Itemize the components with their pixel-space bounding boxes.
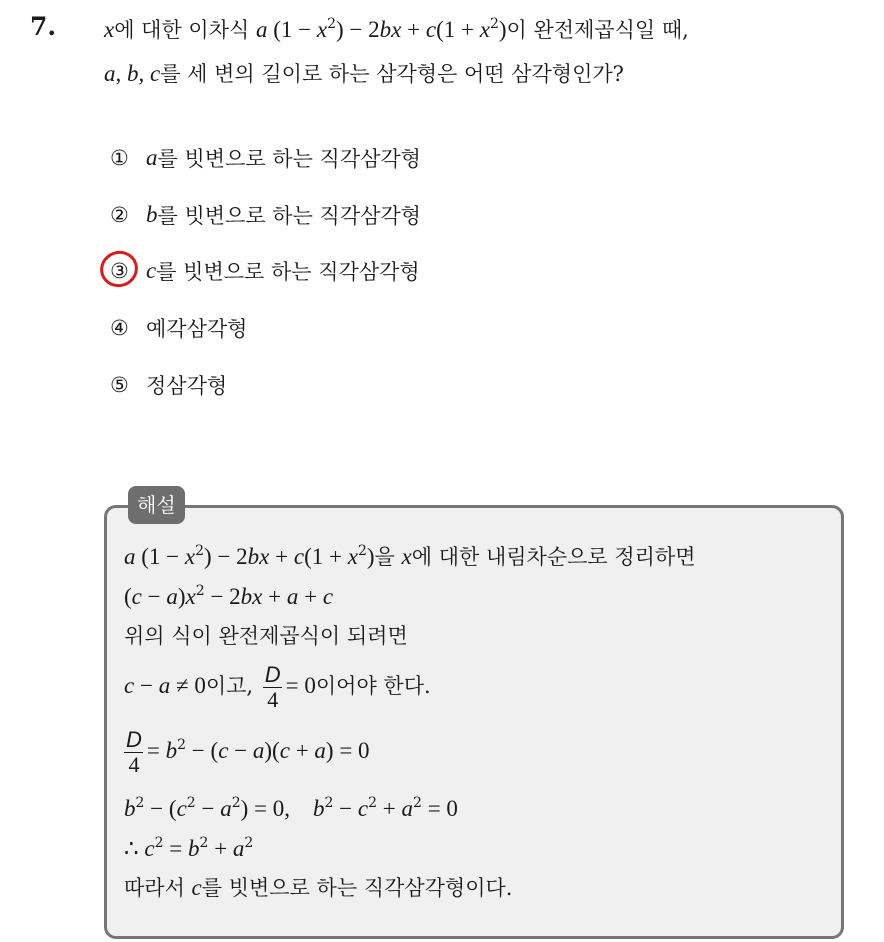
choice-1[interactable] (110, 143, 421, 173)
solution-line-3: 위의 식이 완전제곱식이 되려면 (124, 624, 408, 648)
solution-line-4: c − a ≠ 0이고, $\frac{D}{4}$ = 0이어야 한다. (124, 662, 431, 712)
solution-line-2: $(c - a)x^2 - 2bx + a + c$ (124, 583, 334, 609)
choice-text: 예각삼각형 (146, 317, 248, 341)
choice-text: 를 빗변으로 하는 직각삼각형 (157, 204, 421, 228)
solution-text: 이어야 한다. (315, 674, 431, 698)
choice-number: ④ (110, 316, 129, 340)
solution-text: 를 빗변으로 하는 직각삼각형이다. (201, 876, 513, 900)
solution-line-8: 따라서 c를 빗변으로 하는 직각삼각형이다. (124, 875, 513, 900)
choice-5[interactable] (110, 370, 227, 400)
choice-number: ② (110, 203, 129, 227)
choice-text: 를 빗변으로 하는 직각삼각형 (156, 260, 420, 284)
choice-var: b (146, 202, 158, 227)
choice-number: ⑤ (110, 373, 129, 397)
choice-2[interactable] (110, 200, 421, 230)
solution-text: 따라서 (124, 876, 185, 900)
question-line-1: x에 대한 이차식 a $(1 - x^2) - 2bx + c(1 + x^2)$이 완전제곱식일 때, (104, 16, 689, 42)
question-text-1: 에 대한 이차식 (114, 18, 250, 42)
choice-var: c (146, 258, 157, 283)
question-number: 7. (30, 12, 57, 41)
question-text-3: 를 세 변의 길이로 하는 삼각형은 어떤 삼각형인가? (160, 62, 624, 86)
solution-text: 이고, (205, 674, 254, 698)
choice-number: ① (110, 146, 129, 170)
solution-line-7: ∴ $c^2 = b^2 + a^2$ (124, 835, 254, 861)
solution-tag: 해설 (128, 486, 185, 524)
fraction-d-over-4: $\frac{D}{4}$ (126, 727, 142, 777)
choice-var: a (146, 145, 158, 170)
choice-text: 를 빗변으로 하는 직각삼각형 (157, 147, 421, 171)
fraction-d-over-4: $\frac{D}{4}$ (264, 662, 281, 712)
solution-text: 에 대한 내림차순으로 정리하면 (411, 545, 696, 569)
question-text-2: 이 완전제곱식일 때, (506, 18, 689, 42)
choice-number: ③ (110, 259, 129, 283)
solution-line-5: $\frac{D}{4}$ = $b^2 - (c - a)(c + a) = 0$ (126, 727, 370, 777)
choice-4[interactable] (110, 313, 247, 343)
solution-text: 을 (374, 545, 395, 569)
choice-3[interactable] (110, 256, 420, 286)
solution-line-6: $b^2 - (c^2 - a^2) = 0$, $b^2 - c^2 + a^2 = 0$ (124, 795, 458, 821)
choice-text: 정삼각형 (146, 374, 228, 398)
question-line-2: a, b, c를 세 변의 길이로 하는 삼각형은 어떤 삼각형인가? (104, 61, 624, 86)
solution-line-1: a $(1 - x^2) - 2bx + c(1 + x^2)$을 x에 대한 내림차순으로 정리하면 (124, 543, 696, 569)
